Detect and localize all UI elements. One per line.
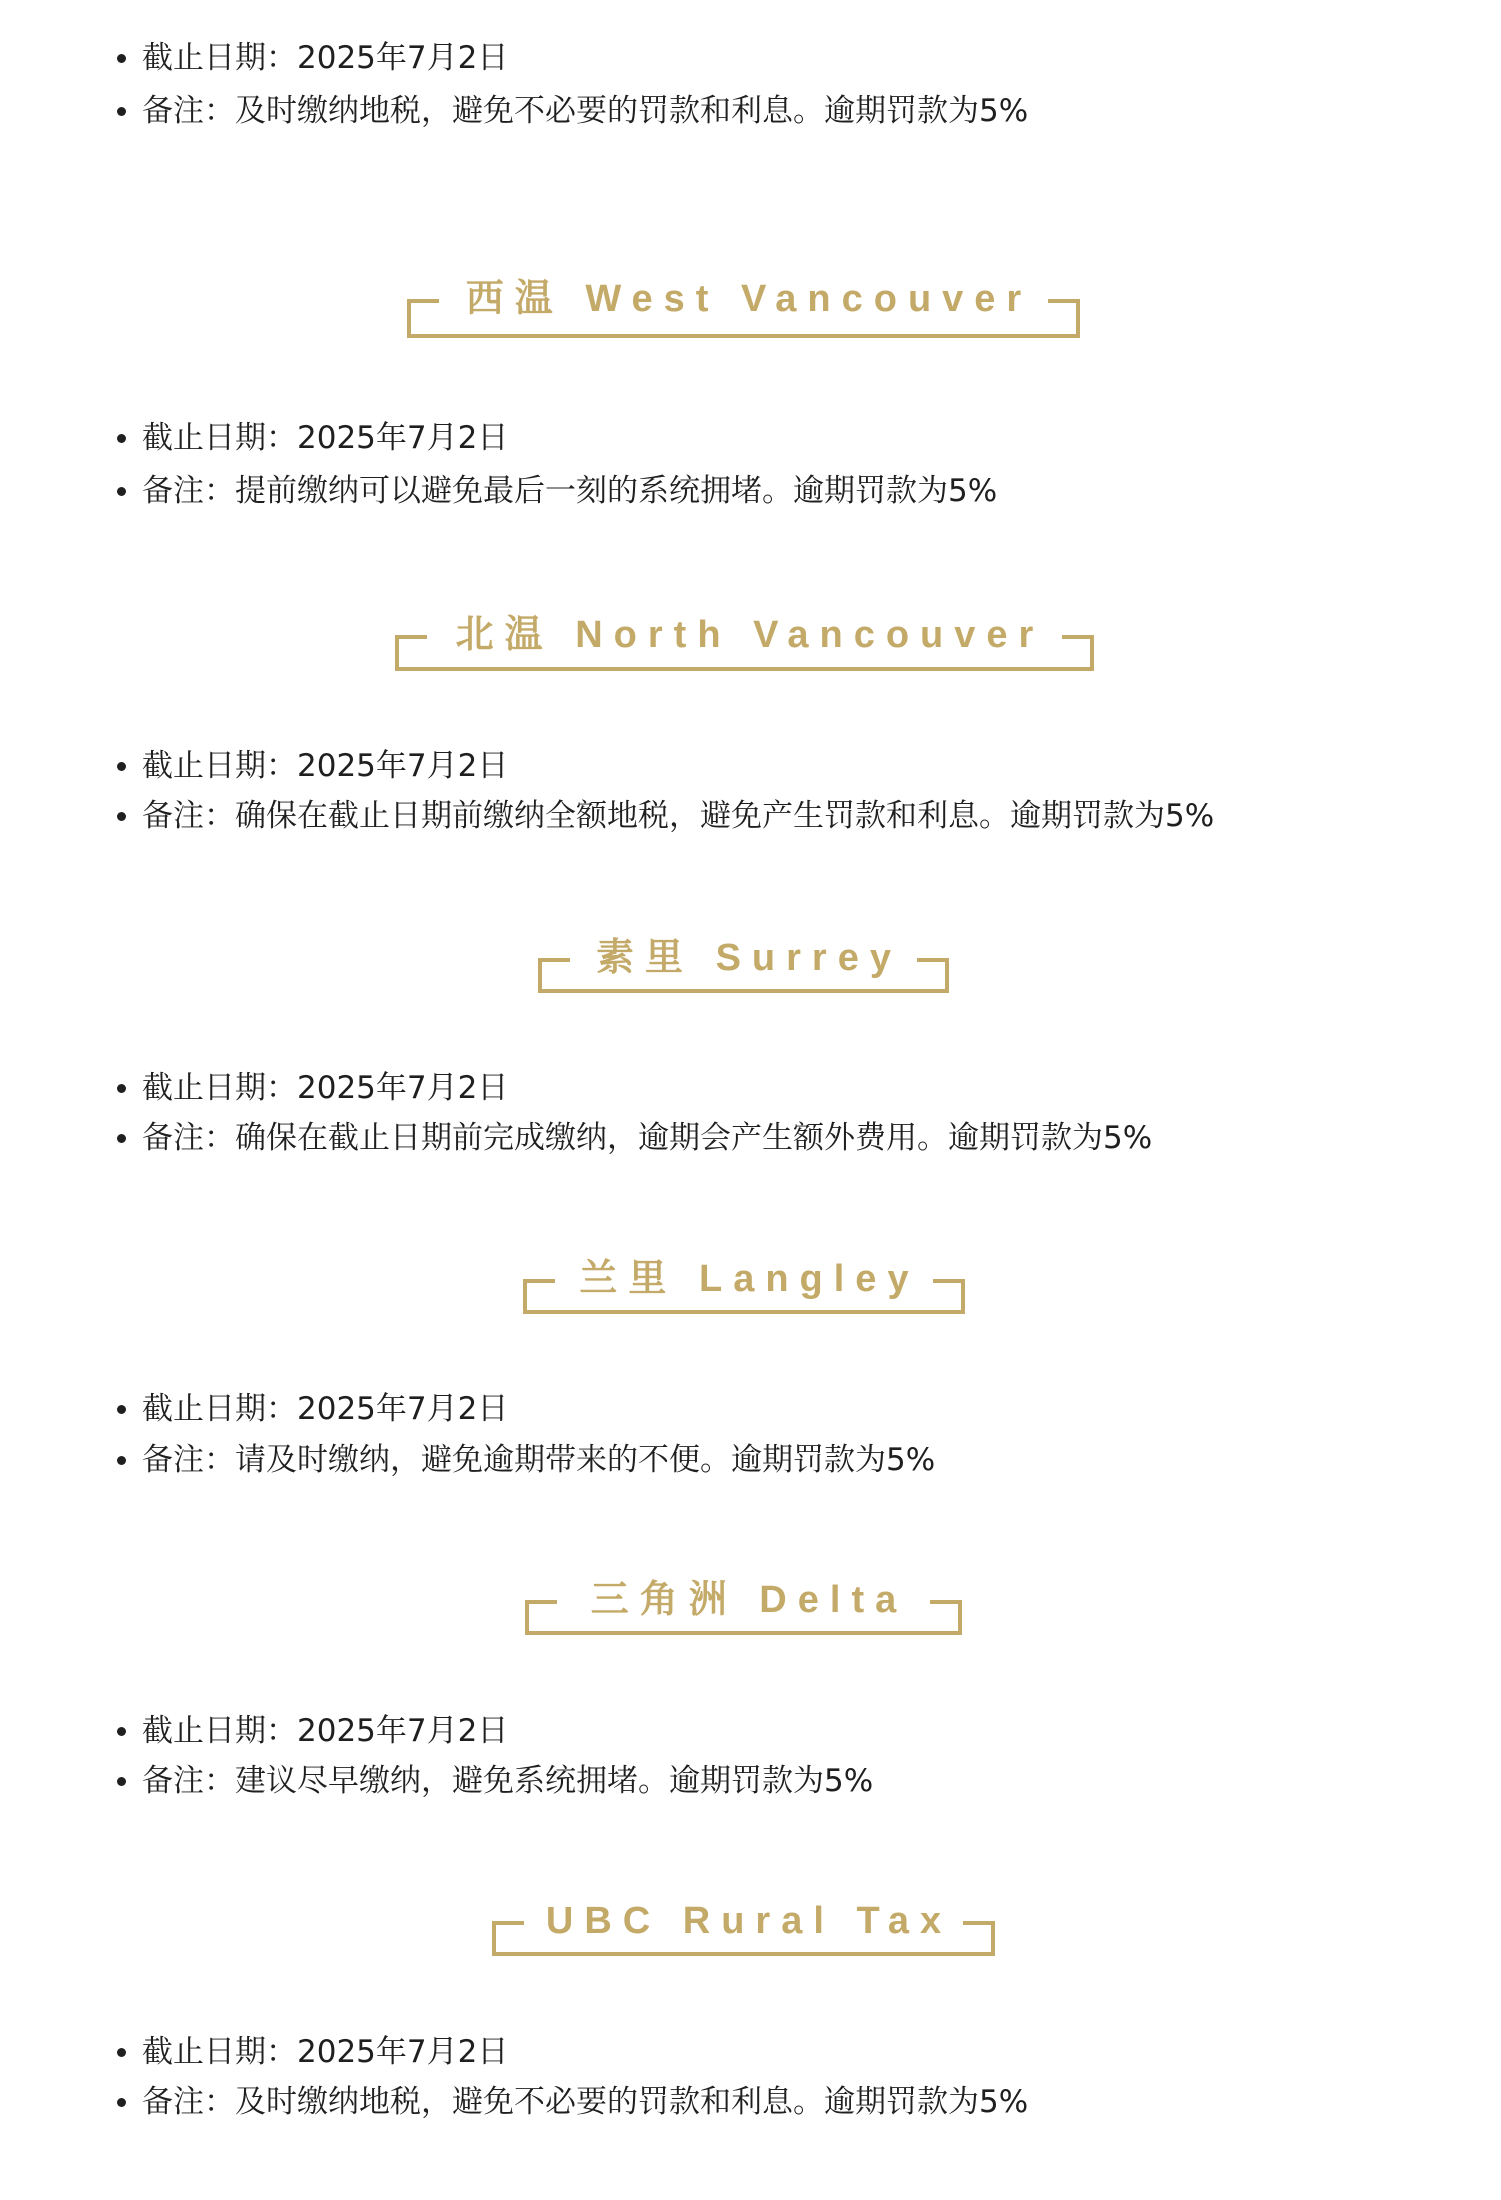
deadline-date: 2025年7月2日 bbox=[297, 1391, 509, 1427]
list-item-note bbox=[117, 794, 1214, 838]
note-label: 备注： bbox=[142, 798, 235, 834]
bullet-icon bbox=[117, 1456, 126, 1465]
heading-bracket-frame bbox=[538, 937, 949, 993]
deadline-label: 截止日期： bbox=[142, 2034, 297, 2070]
deadline-date: 2025年7月2日 bbox=[297, 1070, 509, 1106]
deadline-label: 截止日期： bbox=[142, 1391, 297, 1427]
list-item-deadline bbox=[117, 36, 508, 80]
list-item-deadline bbox=[117, 1709, 508, 1753]
bullet-icon bbox=[117, 1084, 126, 1093]
bullet-icon bbox=[117, 812, 126, 821]
note-text: 及时缴纳地税，避免不必要的罚款和利息。逾期罚款为5% bbox=[235, 93, 1029, 129]
section-title: 兰里 Langley bbox=[579, 1258, 920, 1300]
bullet-icon bbox=[117, 54, 126, 63]
heading-bracket-frame bbox=[395, 614, 1094, 671]
heading-bracket-frame bbox=[523, 1258, 965, 1314]
heading-bracket-frame bbox=[407, 278, 1080, 338]
note-label: 备注： bbox=[142, 473, 235, 509]
section-title: 三角洲 Delta bbox=[590, 1579, 908, 1621]
bullet-icon bbox=[117, 2048, 126, 2057]
note-text: 确保在截止日期前缴纳全额地税，避免产生罚款和利息。逾期罚款为5% bbox=[235, 798, 1215, 834]
list-item-note bbox=[117, 469, 997, 513]
section-title: 素里 Surrey bbox=[596, 937, 902, 979]
list-item-deadline bbox=[117, 1066, 508, 1110]
list-item-deadline bbox=[117, 1387, 508, 1431]
note-label: 备注： bbox=[142, 1763, 235, 1799]
bullet-icon bbox=[117, 1777, 126, 1786]
list-item-note bbox=[117, 1759, 873, 1803]
list-item-note bbox=[117, 1116, 1152, 1160]
list-item-deadline bbox=[117, 416, 508, 460]
bullet-icon bbox=[117, 1134, 126, 1143]
note-text: 请及时缴纳，避免逾期带来的不便。逾期罚款为5% bbox=[235, 1442, 936, 1478]
note-label: 备注： bbox=[142, 93, 235, 129]
note-text: 提前缴纳可以避免最后一刻的系统拥堵。逾期罚款为5% bbox=[235, 473, 998, 509]
list-item-deadline bbox=[117, 744, 508, 788]
heading-bracket-frame bbox=[492, 1900, 995, 1956]
section-title: 北温 North Vancouver bbox=[455, 614, 1045, 656]
list-item-deadline bbox=[117, 2030, 508, 2074]
bullet-icon bbox=[117, 762, 126, 771]
note-label: 备注： bbox=[142, 2084, 235, 2120]
note-label: 备注： bbox=[142, 1442, 235, 1478]
bullet-icon bbox=[117, 434, 126, 443]
deadline-label: 截止日期： bbox=[142, 1070, 297, 1106]
section-title: 西温 West Vancouver bbox=[465, 278, 1033, 320]
note-text: 确保在截止日期前完成缴纳，逾期会产生额外费用。逾期罚款为5% bbox=[235, 1120, 1153, 1156]
deadline-label: 截止日期： bbox=[142, 748, 297, 784]
note-text: 及时缴纳地税，避免不必要的罚款和利息。逾期罚款为5% bbox=[235, 2084, 1029, 2120]
section-title: UBC Rural Tax bbox=[545, 1900, 953, 1942]
deadline-label: 截止日期： bbox=[142, 1713, 297, 1749]
list-item-note bbox=[117, 1438, 935, 1482]
deadline-label: 截止日期： bbox=[142, 40, 297, 76]
deadline-date: 2025年7月2日 bbox=[297, 2034, 509, 2070]
bullet-icon bbox=[117, 487, 126, 496]
deadline-date: 2025年7月2日 bbox=[297, 748, 509, 784]
bullet-icon bbox=[117, 107, 126, 116]
deadline-label: 截止日期： bbox=[142, 420, 297, 456]
deadline-date: 2025年7月2日 bbox=[297, 40, 509, 76]
deadline-date: 2025年7月2日 bbox=[297, 420, 509, 456]
note-text: 建议尽早缴纳，避免系统拥堵。逾期罚款为5% bbox=[235, 1763, 874, 1799]
heading-bracket-frame bbox=[525, 1579, 962, 1635]
list-item-note bbox=[117, 89, 1028, 133]
note-label: 备注： bbox=[142, 1120, 235, 1156]
deadline-date: 2025年7月2日 bbox=[297, 1713, 509, 1749]
list-item-note bbox=[117, 2080, 1028, 2124]
bullet-icon bbox=[117, 1405, 126, 1414]
bullet-icon bbox=[117, 1727, 126, 1736]
bullet-icon bbox=[117, 2098, 126, 2107]
